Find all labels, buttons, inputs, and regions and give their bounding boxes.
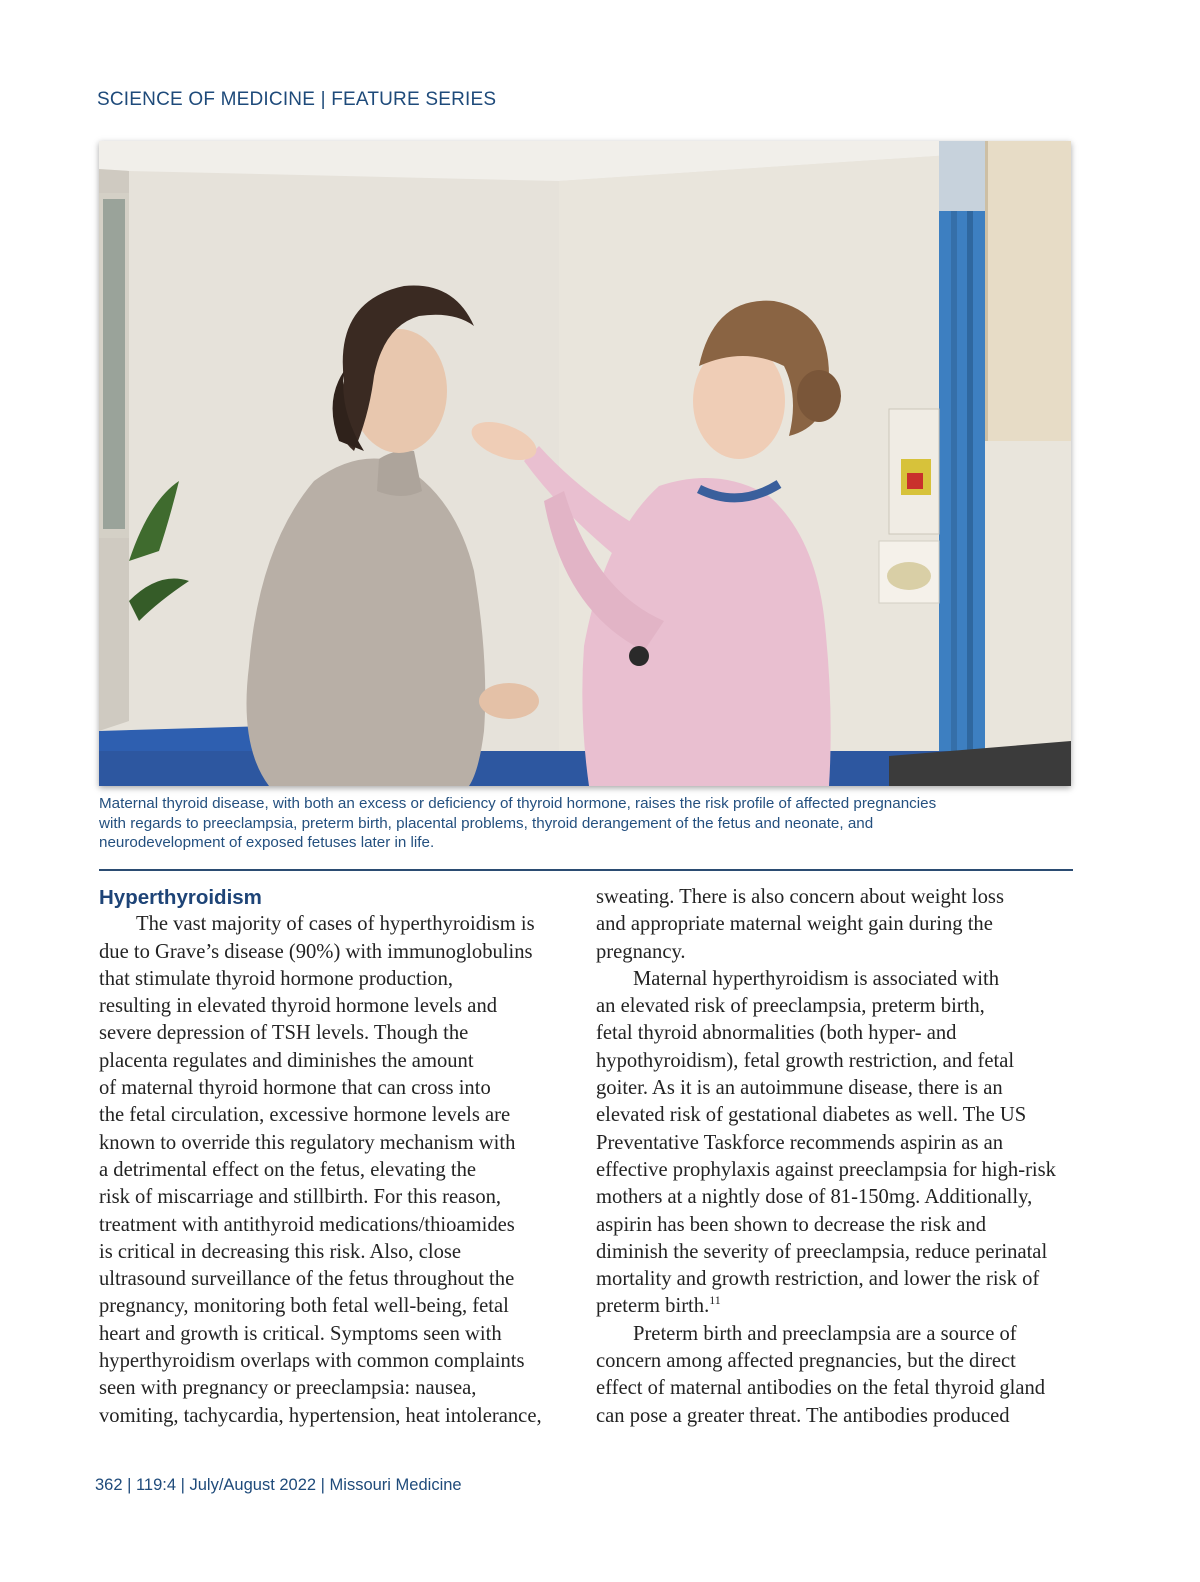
body-line: resulting in elevated thyroid hormone levels and — [99, 995, 498, 1018]
body-line: ultrasound surveillance of the fetus throughout the — [99, 1268, 515, 1291]
caption-line: with regards to preeclampsia, preterm birth, placental problems, thyroid derangement of the fetus and neonate, and — [99, 814, 874, 832]
body-line: effective prophylaxis against preeclampsia for high-risk — [596, 1158, 1056, 1181]
body-line: an elevated risk of preeclampsia, preterm birth, — [596, 995, 985, 1018]
article-column-left — [99, 884, 574, 1430]
body-line: severe depression of TSH levels. Though the — [99, 1022, 469, 1045]
body-line: known to override this regulatory mechanism with — [99, 1131, 516, 1154]
body-line: vomiting, tachycardia, hypertension, heat intolerance, — [99, 1404, 542, 1427]
body-line: diminish the severity of preeclampsia, reduce perinatal — [596, 1240, 1048, 1263]
body-line: can pose a greater threat. The antibodies produced — [596, 1404, 1010, 1427]
body-line: heart and growth is critical. Symptoms seen with — [99, 1322, 502, 1345]
page-footer: 362 | 119:4 | July/August 2022 | Missouri Medicine — [95, 1476, 462, 1494]
body-line: is critical in decreasing this risk. Also, close — [99, 1240, 462, 1263]
body-line: concern among affected pregnancies, but the direct — [596, 1350, 1016, 1373]
body-line: seen with pregnancy or preeclampsia: nausea, — [99, 1377, 477, 1400]
body-line: treatment with antithyroid medications/thioamides — [99, 1213, 515, 1236]
body-line: The vast majority of cases of hyperthyroidism is — [136, 913, 535, 936]
caption-line: neurodevelopment of exposed fetuses later in life. — [99, 834, 435, 851]
body-line: mothers at a nightly dose of 81-150mg. Additionally, — [596, 1186, 1033, 1209]
clinic-scene-illustration — [99, 141, 1071, 786]
body-line: mortality and growth restriction, and lower the risk of — [596, 1268, 1040, 1291]
body-line: effect of maternal antibodies on the fetal thyroid gland — [596, 1377, 1046, 1400]
body-line: fetal thyroid abnormalities (both hyper- and — [596, 1022, 957, 1045]
body-line: hypothyroidism), fetal growth restriction, and fetal — [596, 1049, 1015, 1072]
section-heading: Hyperthyroidism — [99, 886, 262, 909]
body-line: Preventative Taskforce recommends aspirin as an — [596, 1131, 1004, 1154]
body-line: hyperthyroidism overlaps with common complaints — [99, 1350, 525, 1373]
body-line: the fetal circulation, excessive hormone levels are — [99, 1104, 511, 1127]
body-line: due to Grave’s disease (90%) with immunoglobulins — [99, 940, 533, 963]
body-line: pregnancy, monitoring both fetal well-being, fetal — [99, 1295, 509, 1318]
body-line: a detrimental effect on the fetus, elevating the — [99, 1158, 477, 1181]
caption-line: Maternal thyroid disease, with both an excess or deficiency of thyroid hormone, raises the risk profile of affected pregnancies — [99, 795, 937, 812]
photo-caption — [99, 794, 1079, 853]
body-line: placenta regulates and diminishes the amount — [99, 1049, 474, 1072]
reference-superscript[interactable]: 11 — [709, 1293, 721, 1308]
body-line: risk of miscarriage and stillbirth. For this reason, — [99, 1186, 502, 1209]
body-line: of maternal thyroid hormone that can cross into — [99, 1077, 491, 1100]
running-header: SCIENCE OF MEDICINE | FEATURE SERIES — [97, 89, 497, 110]
article-photo — [99, 141, 1071, 786]
body-line: aspirin has been shown to decrease the risk and — [596, 1213, 987, 1236]
body-line: that stimulate thyroid hormone production, — [99, 967, 454, 990]
body-line: Maternal hyperthyroidism is associated with — [633, 967, 1000, 990]
body-text: preterm birth. — [596, 1295, 710, 1318]
body-line: Preterm birth and preeclampsia are a source of — [633, 1322, 1017, 1345]
article-column-right — [596, 884, 1076, 1430]
section-divider — [99, 869, 1073, 871]
body-line — [596, 1293, 1076, 1320]
body-line: elevated risk of gestational diabetes as well. The US — [596, 1104, 1027, 1127]
body-line: goiter. As it is an autoimmune disease, there is an — [596, 1077, 1003, 1100]
body-line: and appropriate maternal weight gain during the — [596, 913, 993, 936]
body-line: pregnancy. — [596, 940, 686, 963]
body-line: sweating. There is also concern about weight loss — [596, 886, 1004, 908]
